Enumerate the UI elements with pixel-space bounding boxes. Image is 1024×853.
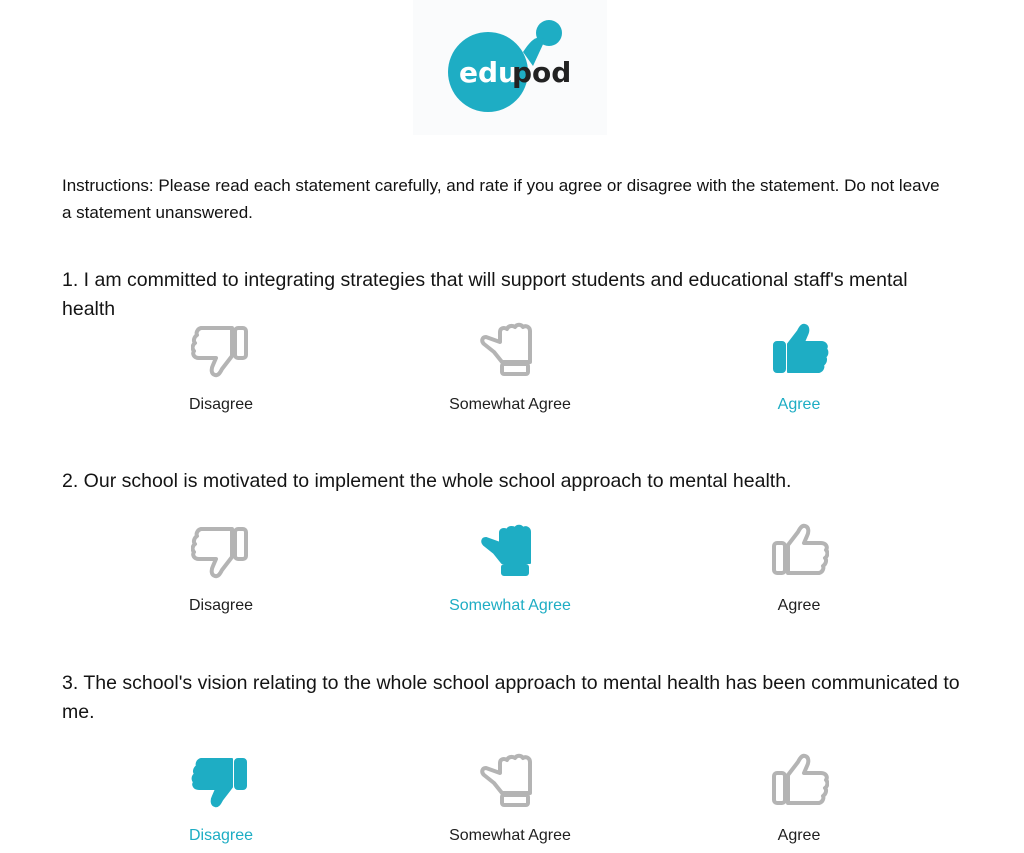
question-3-text: 3. The school's vision relating to the whole school approach to mental health has been communicated to me.	[62, 672, 960, 723]
q2-option-disagree[interactable]	[121, 521, 321, 621]
q1-label-disagree: Disagree	[188, 396, 254, 413]
thumbs-down-icon	[191, 751, 251, 811]
q1-label-agree: Agree	[777, 396, 821, 413]
q2-label-disagree: Disagree	[188, 597, 254, 614]
thumbs-down-icon	[191, 320, 251, 380]
logo-text-pod: pod	[512, 56, 572, 89]
q3-option-agree[interactable]	[699, 751, 899, 851]
question-1-text: 1. I am committed to integrating strategies that will support students and educational staff's mental health	[62, 269, 908, 320]
q2-label-agree: Agree	[777, 597, 821, 614]
thumbs-sideways-icon	[480, 320, 540, 380]
logo-text-edu: edu	[459, 56, 518, 89]
edupod-logo	[413, 0, 607, 135]
q3-option-disagree[interactable]	[121, 751, 321, 851]
thumbs-up-icon	[769, 751, 829, 811]
q1-option-agree[interactable]	[699, 320, 899, 420]
q1-option-somewhat-agree[interactable]	[410, 320, 610, 420]
q2-label-somewhat-agree: Somewhat Agree	[449, 597, 571, 614]
q2-option-agree[interactable]	[699, 521, 899, 621]
q1-label-somewhat-agree: Somewhat Agree	[449, 396, 571, 413]
question-3-options	[0, 751, 1024, 851]
thumbs-up-icon	[769, 521, 829, 581]
q3-option-somewhat-agree[interactable]	[410, 751, 610, 851]
thumbs-up-icon	[769, 320, 829, 380]
q3-label-disagree: Disagree	[188, 827, 254, 844]
q2-option-somewhat-agree[interactable]	[410, 521, 610, 621]
thumbs-down-icon	[191, 521, 251, 581]
thumbs-sideways-icon	[480, 521, 540, 581]
q1-option-disagree[interactable]	[121, 320, 321, 420]
q3-label-somewhat-agree: Somewhat Agree	[449, 827, 571, 844]
question-2-text: 2. Our school is motivated to implement the whole school approach to mental health.	[62, 470, 792, 492]
question-1-options	[0, 320, 1024, 420]
q3-label-agree: Agree	[777, 827, 821, 844]
question-2-options	[0, 521, 1024, 621]
thumbs-sideways-icon	[480, 751, 540, 811]
instructions-text: Instructions: Please read each statement carefully, and rate if you agree or disagree with the statement. Do not leave a statement unanswered.	[62, 176, 940, 222]
